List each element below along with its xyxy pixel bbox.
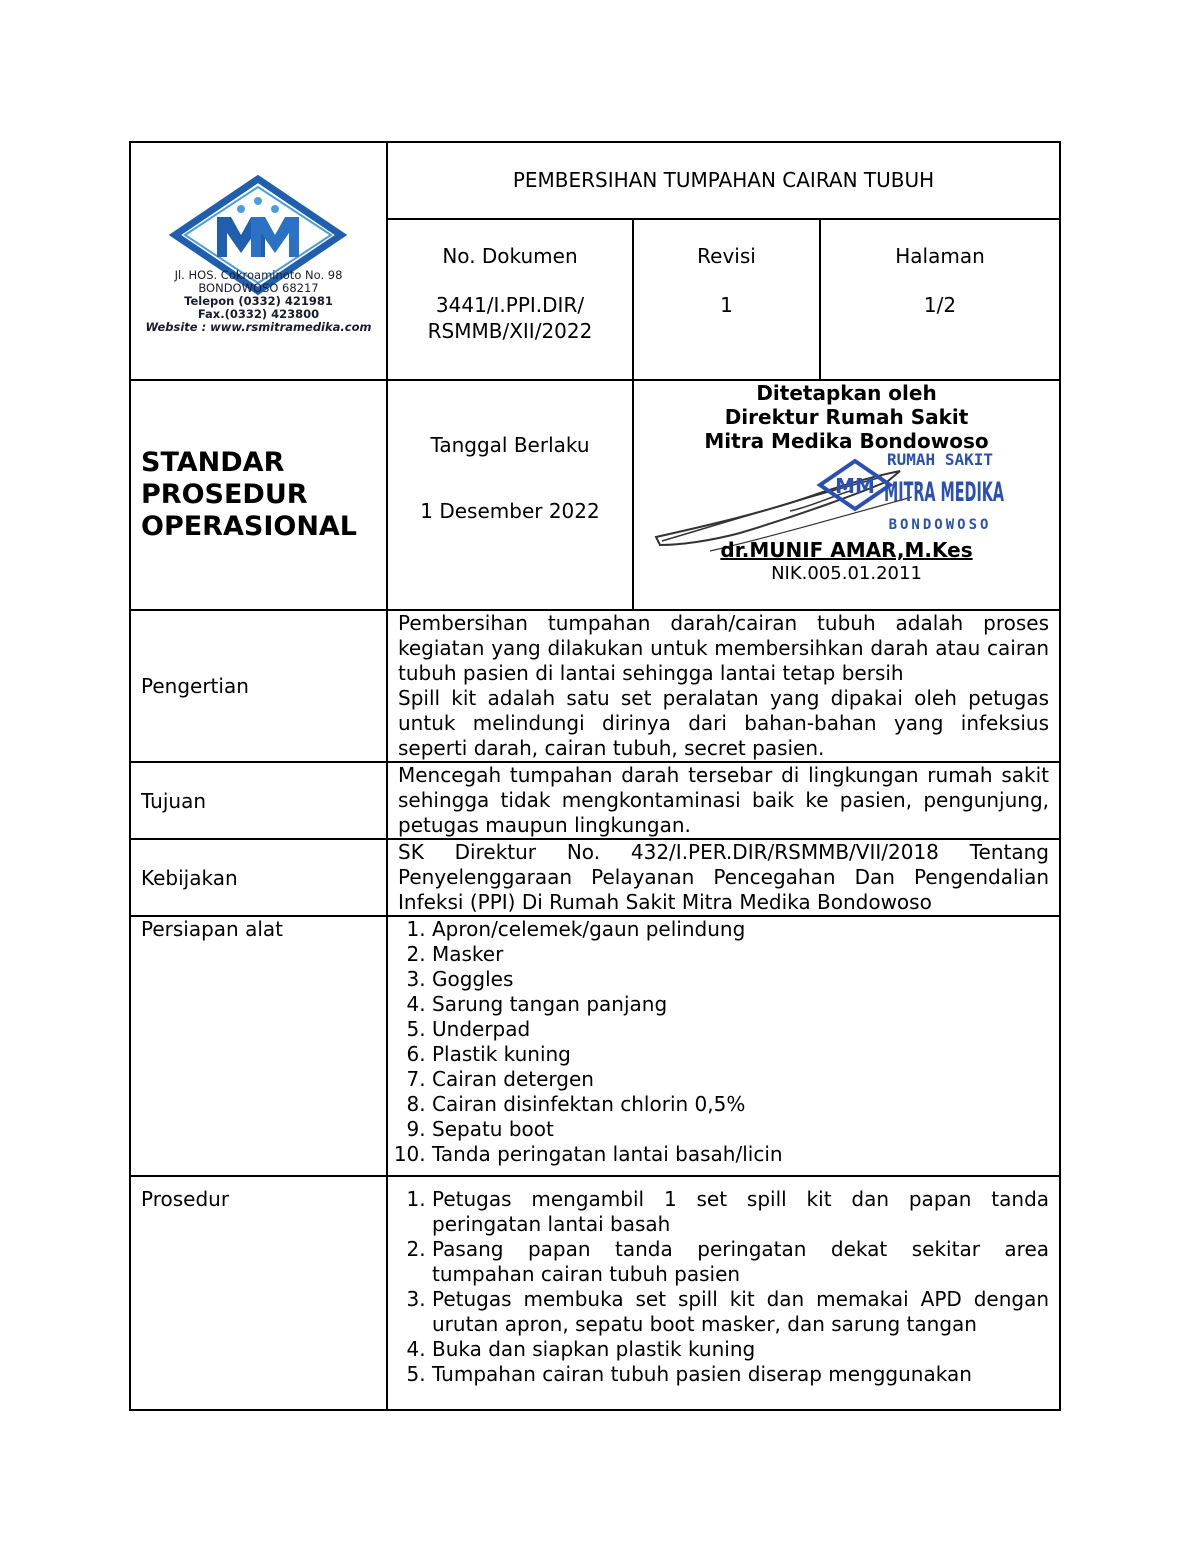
list-item: 3. Petugas membuka set spill kit dan memakai APD dengan urutan apron, sepatu boot masker, dan sarung tangan bbox=[432, 1287, 1049, 1337]
director-name: dr.MUNIF AMAR,M.Kes bbox=[720, 538, 973, 562]
tujuan-label: Tujuan bbox=[130, 762, 387, 839]
list-item: 2. Masker bbox=[432, 942, 1049, 967]
page-cell bbox=[820, 219, 1060, 380]
list-item: 5. Underpad bbox=[432, 1017, 1049, 1042]
list-item: 9. Sepatu boot bbox=[432, 1117, 1049, 1142]
approval-line1: Ditetapkan oleh bbox=[756, 381, 937, 405]
stamp-top-text: RUMAH SAKIT bbox=[887, 450, 993, 469]
list-item: 10. Tanda peringatan lantai basah/licin bbox=[432, 1142, 1049, 1167]
list-item: 1. Apron/celemek/gaun pelindung bbox=[432, 917, 1049, 942]
persiapan-content bbox=[387, 916, 1060, 1176]
phone-number: Telepon (0332) 421981 bbox=[184, 294, 333, 308]
list-item: 1. Petugas mengambil 1 set spill kit dan papan tanda peringatan lantai basah bbox=[432, 1187, 1049, 1237]
approval-line3: Mitra Medika Bondowoso bbox=[704, 429, 989, 453]
pengertian-label: Pengertian bbox=[130, 610, 387, 762]
address-line2: BONDOWOSO 68217 bbox=[198, 281, 319, 295]
list-item: 3. Goggles bbox=[432, 967, 1049, 992]
persiapan-list bbox=[388, 917, 1059, 1167]
page-label: Halaman bbox=[895, 243, 985, 268]
sop-header-table bbox=[129, 141, 1061, 1411]
pengertian-text2: Spill kit adalah satu set peralatan yang dipakai oleh petugas untuk melindungi dirinya dari bahan-bahan yang infeksius seperti darah, cairan tubuh, secret pasien. bbox=[398, 686, 1050, 760]
kebijakan-content bbox=[387, 839, 1060, 916]
doc-number-label: No. Dokumen bbox=[442, 243, 578, 268]
list-item: 8. Cairan disinfektan chlorin 0,5% bbox=[432, 1092, 1049, 1117]
address-line1: Jl. HOS. Cokroaminoto No. 98 bbox=[174, 268, 343, 282]
list-item: 6. Plastik kuning bbox=[432, 1042, 1049, 1067]
persiapan-label: Persiapan alat bbox=[130, 916, 387, 1176]
stamp-middle-text: MITRA MEDIKA bbox=[884, 477, 1005, 508]
hospital-logo-cell bbox=[130, 142, 387, 380]
sop-title-text: STANDAR PROSEDUR OPERASIONAL bbox=[141, 447, 358, 542]
svg-text:MM: MM bbox=[835, 474, 875, 498]
fax-number: Fax.(0332) 423800 bbox=[197, 307, 320, 321]
prosedur-label: Prosedur bbox=[130, 1176, 387, 1410]
approval-line2: Direktur Rumah Sakit bbox=[724, 405, 969, 429]
tujuan-content bbox=[387, 762, 1060, 839]
pengertian-text1: Pembersihan tumpahan darah/cairan tubuh adalah proses kegiatan yang dilakukan untuk membersihkan darah atau cairan tubuh pasien di lantai sehingga lantai tetap bersih bbox=[398, 611, 1050, 685]
doc-number-value: 3441/I.PPI.DIR/ RSMMB/XII/2022 bbox=[427, 292, 593, 343]
revision-label: Revisi bbox=[697, 243, 756, 268]
prosedur-list bbox=[388, 1187, 1059, 1387]
prosedur-content bbox=[387, 1176, 1060, 1410]
doc-number-cell bbox=[387, 219, 633, 380]
list-item: 5. Tumpahan cairan tubuh pasien diserap menggunakan bbox=[432, 1362, 1049, 1387]
document-title: PEMBERSIHAN TUMPAHAN CAIRAN TUBUH bbox=[387, 142, 1060, 219]
revision-value: 1 bbox=[720, 292, 733, 317]
hospital-address-block bbox=[131, 269, 386, 334]
effective-date-label: Tanggal Berlaku bbox=[430, 433, 590, 457]
kebijakan-text: SK Direktur No. 432/I.PER.DIR/RSMMB/VII/2018 Tentang Penyelenggaraan Pelayanan Pencegahan Dan Pengendalian Infeksi (PPI) Di Rumah Sakit Mitra Medika Bondowoso bbox=[398, 840, 1050, 914]
approval-cell bbox=[633, 380, 1060, 610]
website-address: Website : www.rsmitramedika.com bbox=[145, 320, 372, 334]
sop-document bbox=[129, 141, 1059, 1411]
effective-date-value: 1 Desember 2022 bbox=[420, 499, 600, 523]
director-nik: NIK.005.01.2011 bbox=[771, 563, 922, 584]
sop-title bbox=[130, 380, 387, 610]
list-item: 7. Cairan detergen bbox=[432, 1067, 1049, 1092]
list-item: 4. Buka dan siapkan plastik kuning bbox=[432, 1337, 1049, 1362]
effective-date-cell bbox=[387, 380, 633, 610]
list-item: 2. Pasang papan tanda peringatan dekat sekitar area tumpahan cairan tubuh pasien bbox=[432, 1237, 1049, 1287]
kebijakan-label: Kebijakan bbox=[130, 839, 387, 916]
pengertian-content bbox=[387, 610, 1060, 762]
tujuan-text: Mencegah tumpahan darah tersebar di lingkungan rumah sakit sehingga tidak mengkontaminasi baik ke pasien, pengunjung, petugas maupun lingkungan. bbox=[398, 763, 1050, 837]
page-value: 1/2 bbox=[923, 292, 957, 317]
stamp-bottom-text: BONDOWOSO bbox=[888, 517, 992, 533]
revision-cell bbox=[633, 219, 820, 380]
list-item: 4. Sarung tangan panjang bbox=[432, 992, 1049, 1017]
